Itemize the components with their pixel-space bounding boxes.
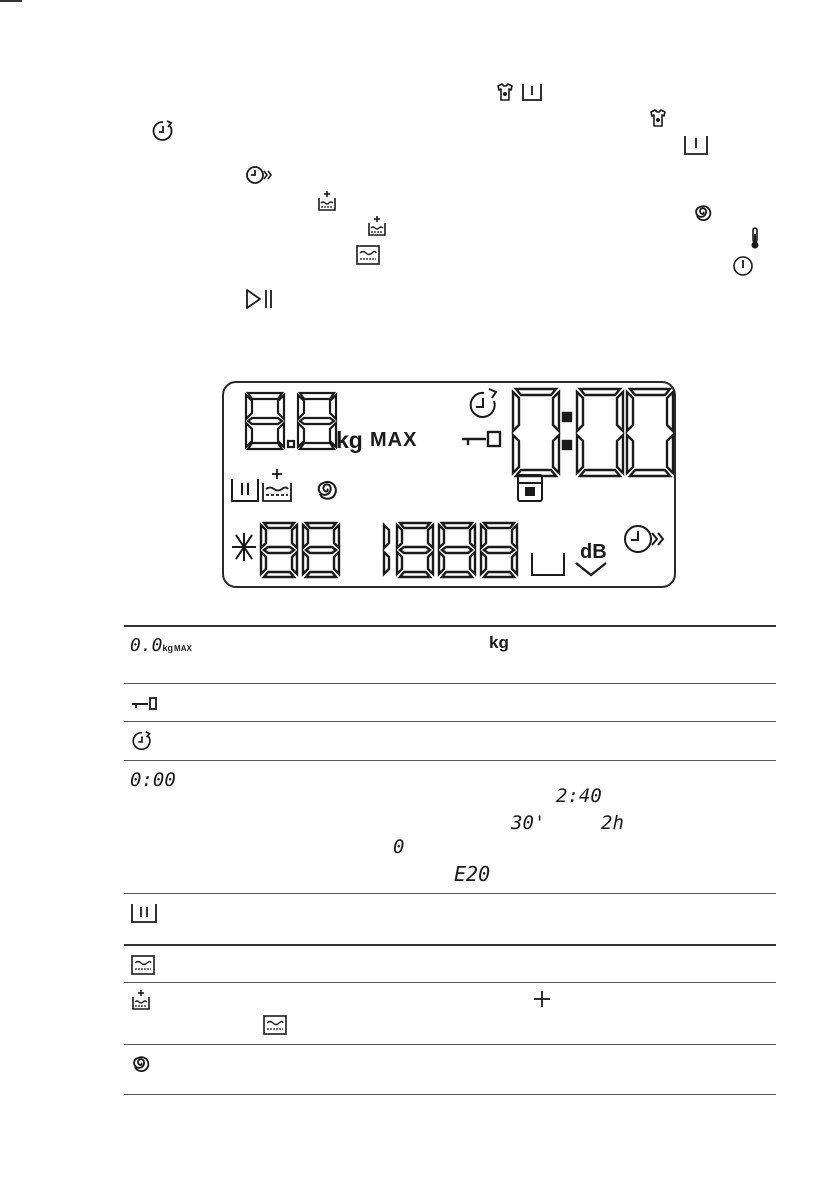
plus-icon bbox=[532, 989, 552, 1014]
wash-tub-icon bbox=[532, 553, 564, 575]
extra-rinse-icon bbox=[263, 469, 291, 501]
delay-start-clock-icon bbox=[130, 729, 154, 758]
display-panel bbox=[222, 381, 676, 588]
time-save-icon bbox=[625, 526, 663, 552]
weight-display-icon bbox=[130, 635, 192, 656]
spin-spiral-icon bbox=[692, 202, 714, 224]
weight-unit-label: kg bbox=[336, 427, 363, 453]
prewash-icon bbox=[355, 244, 381, 266]
extra-rinse-icon bbox=[130, 989, 152, 1016]
prewash-icon bbox=[262, 1014, 288, 1041]
time-example-duration: 2:40 bbox=[556, 785, 602, 807]
wash-tub-icon bbox=[232, 479, 258, 501]
time-example-hours: 2h bbox=[601, 812, 624, 834]
time-example-error: E20 bbox=[454, 862, 491, 886]
table-bottom-rule bbox=[124, 1094, 776, 1095]
cotton-shirt-icon bbox=[495, 82, 515, 102]
wash-tub-icon bbox=[683, 134, 709, 156]
table-row bbox=[124, 944, 776, 982]
weight-max-label: MAX bbox=[370, 429, 418, 451]
prewash-icon bbox=[130, 954, 156, 981]
page-edge-mark bbox=[0, 0, 22, 2]
table-row bbox=[124, 893, 776, 944]
table-row bbox=[124, 625, 776, 683]
silent-db-icon bbox=[576, 563, 606, 575]
power-icon bbox=[731, 254, 755, 278]
weight-symbol-max: MAX bbox=[174, 644, 192, 653]
door-lock-icon bbox=[518, 475, 542, 501]
table-row bbox=[124, 683, 776, 721]
cold-wash-icon bbox=[232, 533, 256, 561]
table-row bbox=[124, 982, 776, 1044]
spin-digit-display bbox=[384, 523, 517, 577]
extra-rinse-icon bbox=[366, 215, 388, 237]
start-pause-icon bbox=[244, 287, 276, 311]
extra-rinse-icon bbox=[316, 190, 338, 212]
weight-digit-display bbox=[246, 393, 336, 449]
display-legend-table bbox=[124, 625, 776, 1095]
wash-tub-icon bbox=[130, 902, 158, 929]
weight-symbol-unit: kg bbox=[162, 643, 174, 653]
table-row bbox=[124, 1044, 776, 1094]
delay-start-clock-icon bbox=[471, 389, 496, 417]
time-save-icon bbox=[244, 164, 274, 186]
temperature-digit-display bbox=[261, 523, 339, 577]
child-lock-key-icon bbox=[130, 695, 158, 716]
wash-tub-icon bbox=[521, 82, 543, 102]
time-digit-display bbox=[513, 389, 673, 476]
spin-spiral-icon bbox=[130, 1053, 152, 1080]
spin-spiral-icon bbox=[319, 482, 336, 499]
table-row bbox=[124, 721, 776, 760]
table-row bbox=[124, 760, 776, 893]
temperature-thermometer-icon bbox=[748, 226, 762, 250]
delay-start-clock-icon bbox=[150, 118, 176, 144]
time-display-icon: 0:00 bbox=[130, 769, 176, 791]
cotton-shirt-icon bbox=[648, 108, 668, 128]
weight-symbol-digits: 0.0 bbox=[130, 635, 163, 656]
time-example-minutes: 30' bbox=[511, 812, 546, 834]
child-lock-key-icon bbox=[462, 432, 500, 446]
weight-unit-inline: kg bbox=[489, 633, 509, 652]
db-label: dB bbox=[580, 541, 607, 563]
time-example-zero: 0 bbox=[393, 836, 405, 858]
